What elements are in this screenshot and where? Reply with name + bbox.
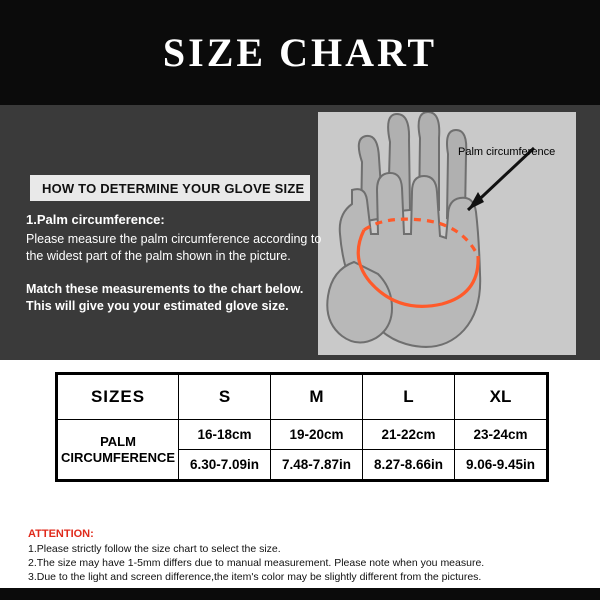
step-title: 1.Palm circumference: bbox=[26, 212, 165, 227]
attention-title: ATTENTION: bbox=[28, 528, 94, 540]
row-label-line-1: PALM bbox=[100, 433, 136, 449]
size-table bbox=[55, 372, 549, 482]
table-header-s: S bbox=[179, 375, 271, 420]
palm-circumference-callout: Palm circumference bbox=[458, 146, 556, 158]
cell-imperial-s: 6.30-7.09in bbox=[179, 450, 271, 480]
table-header-xl: XL bbox=[455, 375, 547, 420]
table-header-l: L bbox=[363, 375, 455, 420]
attention-line-2: 2.The size may have 1-5mm differs due to manual measurement. Please note when you measure. bbox=[28, 557, 485, 569]
attention-line-3: 3.Due to the light and screen difference,the item's color may be slightly different from the pictures. bbox=[28, 571, 482, 583]
attention-line-1: 1.Please strictly follow the size chart to select the size. bbox=[28, 543, 281, 555]
instruction-text-block bbox=[26, 212, 326, 315]
page-title: SIZE CHART bbox=[162, 30, 438, 75]
match-line-1: Match these measurements to the chart below. bbox=[26, 282, 304, 296]
table-header-sizes: SIZES bbox=[58, 375, 179, 420]
cell-metric-s: 16-18cm bbox=[179, 420, 271, 450]
cell-metric-m: 19-20cm bbox=[271, 420, 363, 450]
cell-metric-xl: 23-24cm bbox=[455, 420, 547, 450]
howto-heading-bar bbox=[30, 175, 310, 201]
cell-imperial-xl: 9.06-9.45in bbox=[455, 450, 547, 480]
row-label-line-2: CIRCUMFERENCE bbox=[60, 449, 176, 465]
step-body: Please measure the palm circumference according to the widest part of the palm shown in the picture. bbox=[26, 232, 322, 263]
footer-bar bbox=[0, 588, 600, 600]
header-bar bbox=[0, 0, 600, 105]
cell-imperial-m: 7.48-7.87in bbox=[271, 450, 363, 480]
table-header-row bbox=[58, 375, 547, 420]
size-table-grid bbox=[57, 374, 547, 480]
howto-heading-text: HOW TO DETERMINE YOUR GLOVE SIZE bbox=[42, 180, 305, 196]
row-label-palm-circumference bbox=[58, 420, 179, 480]
table-header-m: M bbox=[271, 375, 363, 420]
cell-imperial-l: 8.27-8.66in bbox=[363, 450, 455, 480]
match-line-2: This will give you your estimated glove size. bbox=[26, 299, 289, 313]
attention-block bbox=[28, 528, 573, 584]
table-row bbox=[58, 420, 547, 450]
cell-metric-l: 21-22cm bbox=[363, 420, 455, 450]
